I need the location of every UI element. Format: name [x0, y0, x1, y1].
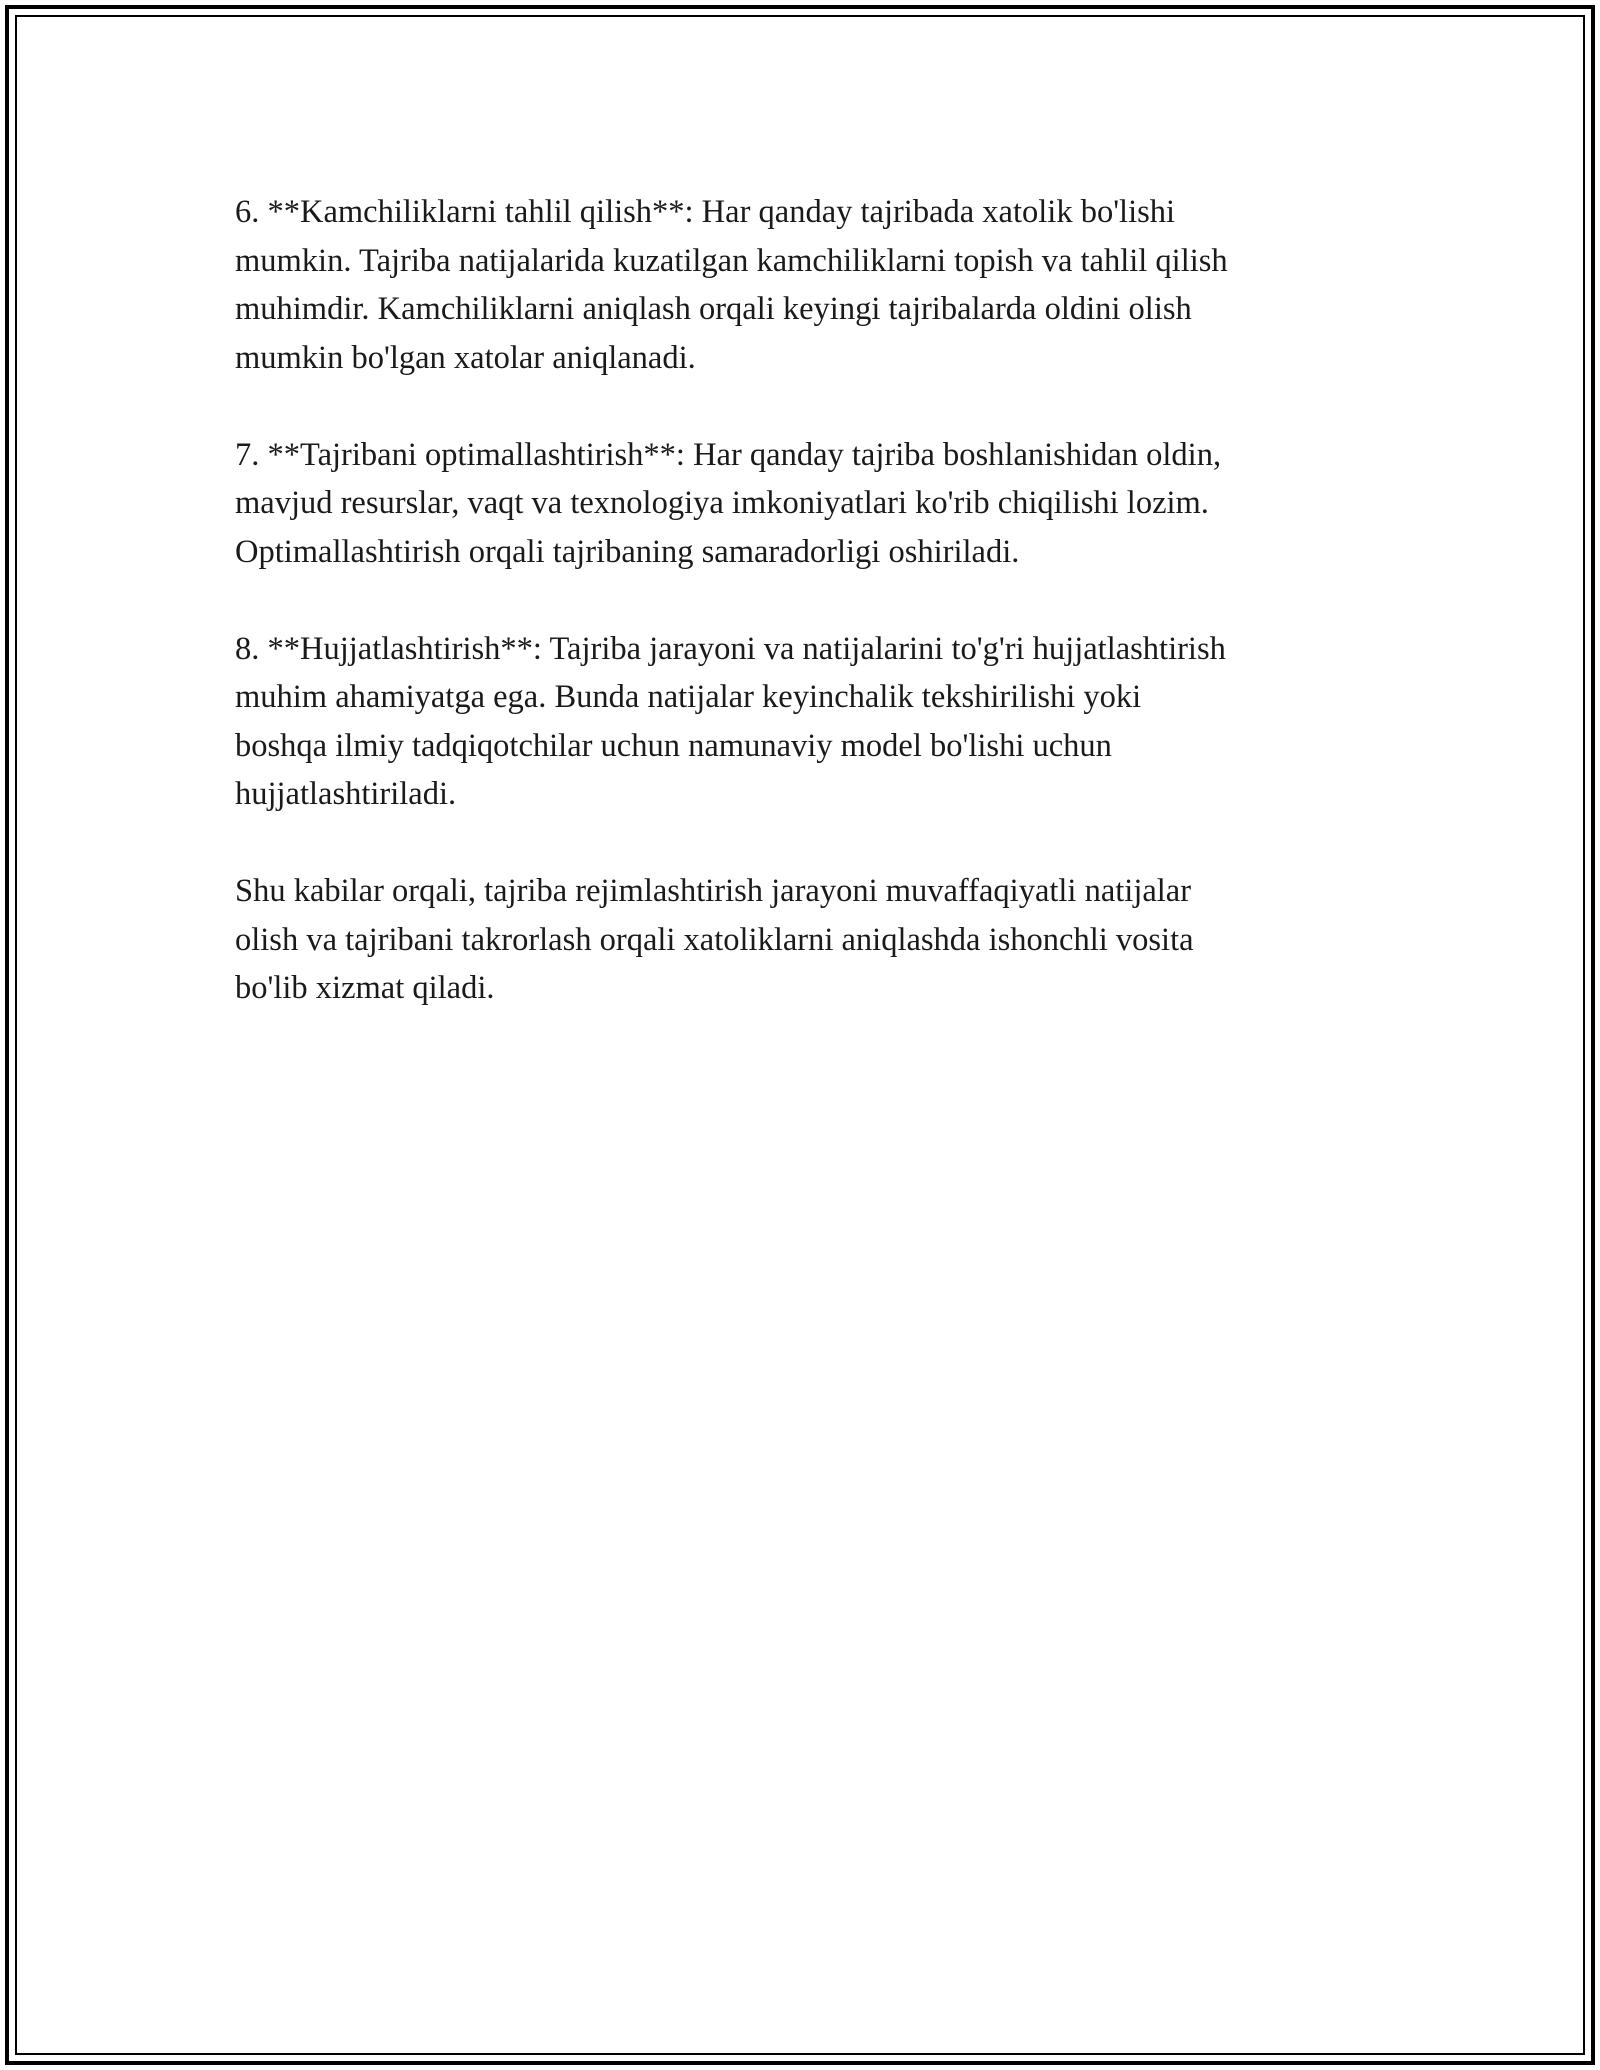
document-body [235, 188, 1385, 1061]
paragraph-item-6: 6. **Kamchiliklarni tahlil qilish**: Har qanday tajribada xatolik bo'lishi mumkin. Tajriba natijalarida kuzatilgan kamchiliklarni topish va tahlil qilish muhimdir. Kamchiliklarni aniqlash orqali keyingi tajribalarda oldini olish mumkin bo'lgan xatolar aniqlanadi. [235, 194, 1228, 376]
paragraph-conclusion: Shu kabilar orqali, tajriba rejimlashtirish jarayoni muvaffaqiyatli natijalar olish va tajribani takrorlash orqali xatoliklarni aniqlashda ishonchli vosita bo'lib xizmat qiladi. [235, 873, 1194, 1006]
paragraph-item-7: 7. **Tajribani optimallashtirish**: Har qanday tajriba boshlanishidan oldin, mavjud resurslar, vaqt va texnologiya imkoniyatlari ko'rib chiqilishi lozim. Optimallashtirish orqali tajribaning samaradorligi oshiriladi. [235, 436, 1222, 570]
paragraph-item-8: 8. **Hujjatlashtirish**: Tajriba jarayoni va natijalarini to'g'ri hujjatlashtirish muhim ahamiyatga ega. Bunda natijalar keyinchalik tekshirilishi yoki boshqa ilmiy tadqiqotchilar uchun namunaviy model bo'lishi uchun hujjatlashtiriladi. [235, 630, 1226, 812]
